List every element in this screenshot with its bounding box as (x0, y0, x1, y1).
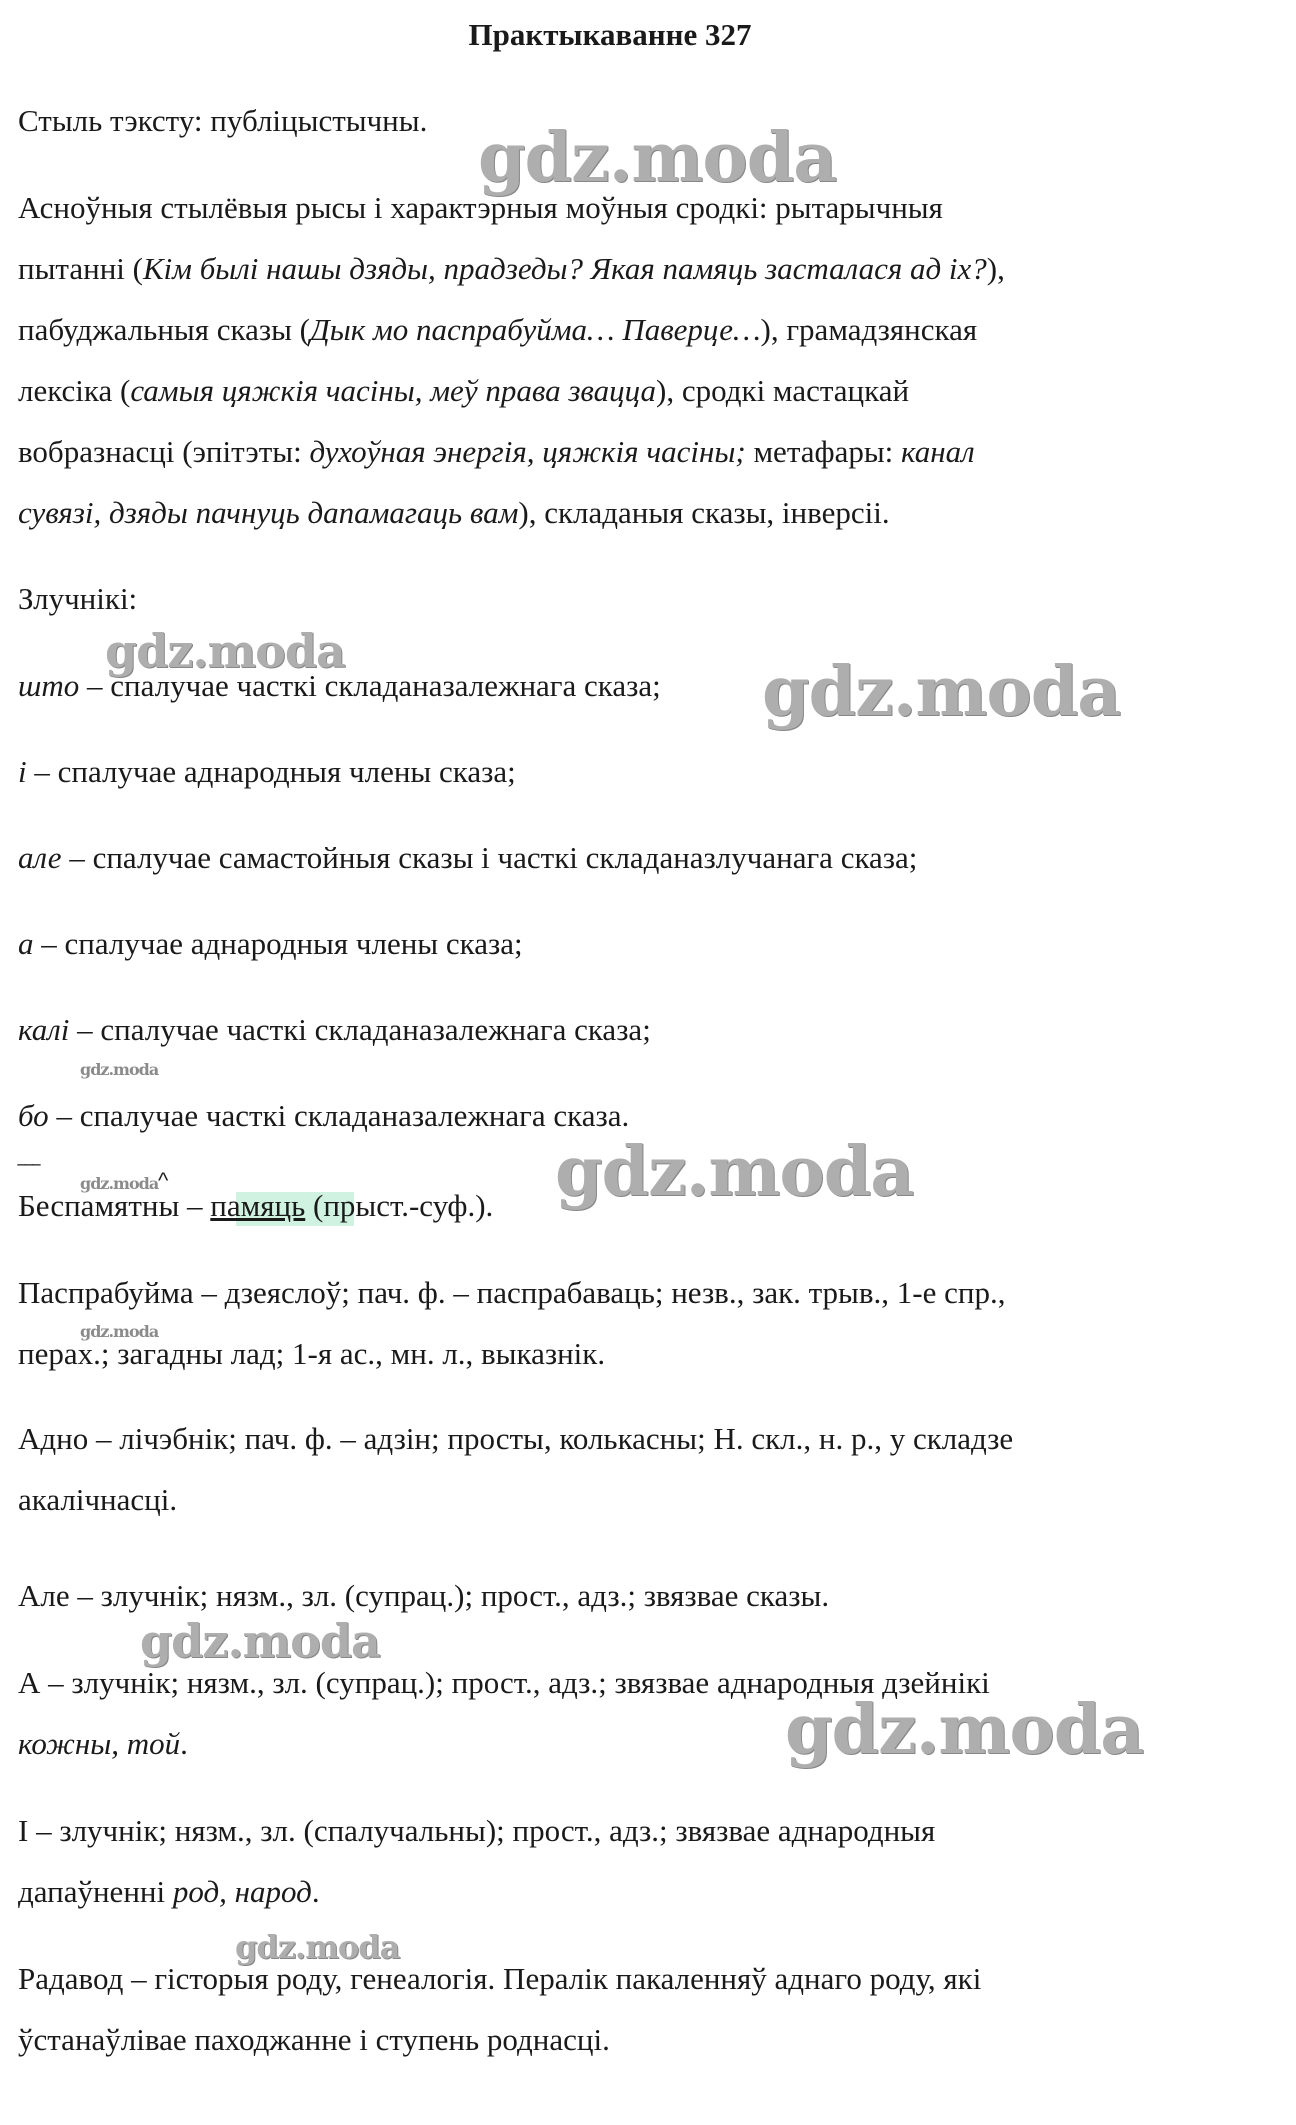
watermark-logo: gdz.moda (235, 1928, 400, 1966)
features-line-2: пытанні (Кім былі нашы дзяды, прадзеды? Якая памяць засталася ад іх?), (18, 251, 1005, 286)
analysis-radavod: Радавод – гісторыя роду, генеалогія. Пералік пакаленняў аднаго роду, які ўстанаўлівае паходжанне і ступень роднасці. (18, 1961, 982, 2057)
analysis-numeral: Адно – лічэбнік; пач. ф. – адзін; просты, колькасны; Н. скл., н. р., у складзе акалічнасці. (18, 1421, 1014, 1517)
conjunction-item: а – спалучае аднародныя члены сказа; (18, 926, 523, 961)
watermark-logo: gdz.moda (80, 1174, 159, 1193)
features-line-3: пабуджальныя сказы (Дык мо паспрабуйма… Паверце…), грамадзянская (18, 312, 978, 347)
style-line: Стыль тэксту: публіцыстычны. (18, 103, 428, 138)
conjunctions-header: Злучнікі: (18, 581, 138, 616)
watermark-logo: gdz.moda (80, 1060, 159, 1079)
page-title: Практыкаванне 327 (468, 17, 752, 52)
features-line-1: Асноўныя стылёвыя рысы і характэрныя моўныя сродкі: рытарычныя (18, 190, 943, 225)
conjunction-item: бо – спалучае часткі складаназалежнага сказа. (18, 1098, 630, 1133)
features-line-4: лексіка (самыя цяжкія часіны, меў права звацца), сродкі мастацкай (18, 373, 910, 408)
features-line-6: сувязі, дзяды пачнуць дапамагаць вам), складаныя сказы, інверсіі. (18, 495, 890, 530)
watermark-logo: gdz.moda (785, 1690, 1144, 1770)
root-word: памяць (210, 1188, 306, 1223)
suffix-mark: ^ (158, 1168, 169, 1193)
analysis-conj-i: І – злучнік; нязм., зл. (спалучальны); прост., адз.; звязвае аднародныя дапаўненні род, народ. (18, 1813, 936, 1909)
watermark-logo: gdz.moda (762, 652, 1121, 732)
analysis-conj-ale: Але – злучнік; нязм., зл. (супрац.); прост., адз.; звязвае сказы. (18, 1578, 830, 1613)
watermark-logo: gdz.moda (105, 624, 345, 678)
morphemic-parse: Беспамятны – памяць (прыст.-суф.). (18, 1188, 494, 1223)
watermark-logo: gdz.moda (80, 1322, 159, 1341)
conjunction-item: і – спалучае аднародныя члены сказа; (18, 754, 516, 789)
watermark-logo: gdz.moda (140, 1614, 380, 1668)
watermark-logo: gdz.moda (478, 118, 837, 198)
features-paragraph (18, 177, 1258, 543)
analysis-conj-a: А – злучнік; нязм., зл. (супрац.); прост., адз.; звязвае аднародныя дзейнікі кожны, той. (18, 1665, 990, 1761)
features-line-5: вобразнасці (эпітэты: духоўная энергія, цяжкія часіны; метафары: канал (18, 434, 975, 469)
prefix-mark: ‾‾‾ (18, 1162, 40, 1187)
conjunction-item: што – спалучае часткі складаназалежнага сказа; (18, 668, 661, 703)
watermark-logo: gdz.moda (555, 1132, 914, 1212)
conjunction-item: але – спалучае самастойныя сказы і часткі складаназлучанага сказа; (18, 840, 918, 875)
conjunction-item: калі – спалучае часткі складаназалежнага сказа; (18, 1012, 651, 1047)
analysis-verb: Паспрабуйма – дзеяслоў; пач. ф. – паспрабаваць; незв., зак. трыв., 1-е спр., перах.; загадны лад; 1-я ас., мн. л., выказнік. (18, 1275, 1006, 1371)
